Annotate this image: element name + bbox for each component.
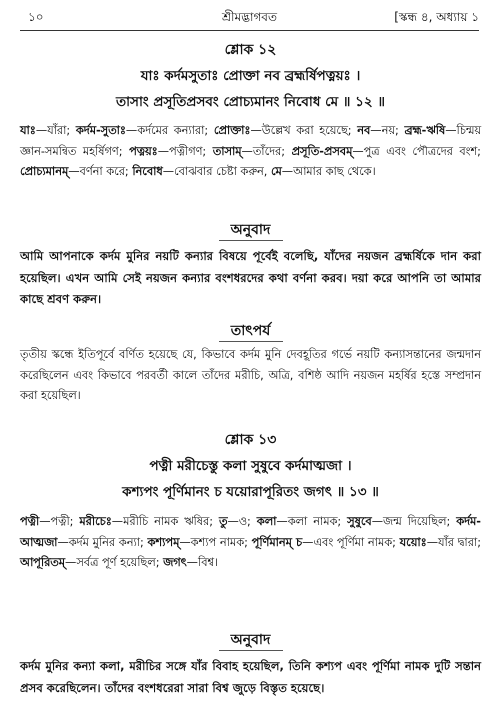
synonym-meaning: —মরীচি নামক ঋষির; (111, 515, 219, 528)
verse-13-heading: শ্লোক ১৩ (224, 432, 277, 448)
verse-13-translation: কর্দম মুনির কন্যা কলা, মরীচির সঙ্গে যাঁর বিবাহ হয়েছিল, তিনি কশ্যপ এবং পূর্ণিমা নামক দুটি সন্তান প্রসব করেছিলেন। তাঁদের বংশধরেরা সারা বিশ্ব জুড়ে বিস্তৃত হয়েছে। (20, 659, 481, 695)
synonym-meaning: —যাঁর দ্বারা; (426, 535, 482, 549)
verse-12-heading: শ্লোক ১২ (224, 42, 277, 58)
verse-13-line-2: কশ্যপং পূর্ণিমানং চ যয়োরাপূরিতং জগৎ ॥ ১৩ ॥ (122, 484, 379, 500)
synonym-meaning: —এবং পূর্ণিমা নামক; (302, 535, 400, 549)
synonym-meaning: —তাঁদের; (241, 144, 292, 158)
heading-underline (219, 240, 283, 241)
synonym-word: কর্দম-আত্মজা (20, 515, 481, 549)
synonym-meaning: —কলা নামক; (276, 515, 348, 528)
synonym-meaning: —সর্বত্র পূর্ণ হয়েছিল; (65, 556, 164, 569)
synonym-meaning: —পুত্র এবং পৌত্রদের বংশ; (352, 144, 481, 158)
synonym-meaning: —বিশ্ব। (186, 556, 218, 569)
synonym-meaning: —উল্লেখ করা হয়েছে; (250, 124, 358, 137)
synonym-meaning: —পত্নী; (39, 515, 80, 528)
synonym-word: মে (270, 165, 282, 178)
verse-13-translation-heading: অনুবাদ (230, 632, 271, 648)
verse-12-translation-heading: অনুবাদ (230, 222, 271, 238)
synonym-meaning: —ও; (227, 515, 257, 528)
synonym-meaning: —বর্ণনা করে; (68, 165, 133, 178)
synonym-word: প্রোক্তাঃ (213, 124, 251, 137)
synonym-word: জগৎ (163, 556, 187, 569)
synonym-word: পত্নয়ঃ (129, 144, 158, 158)
synonym-word: সুষুবে (347, 515, 372, 528)
synonym-word: নিবোধ (132, 165, 163, 178)
synonym-meaning: —পত্নীগণ; (157, 144, 213, 158)
synonym-meaning: —কর্দম মুনির কন্যা; (57, 535, 148, 549)
heading-underline (219, 341, 283, 342)
synonym-meaning: —নয়; (370, 124, 405, 137)
synonym-word: কর্দম-সুতাঃ (75, 124, 126, 137)
synonym-meaning: —বোঝবার চেষ্টা করুন, (162, 165, 271, 178)
synonym-word: প্রসূতি-প্রসবম্ (291, 144, 353, 158)
synonym-word: আপূরিতম্ (20, 556, 66, 569)
synonym-word: নব (357, 124, 371, 137)
heading-underline (219, 650, 283, 651)
verse-12-line-1: যাঃ কর্দমসুতাঃ প্রোক্তা নব ব্রহ্মর্ষিপত্নয়ঃ । (140, 68, 361, 84)
page-number: ১০ (28, 10, 44, 24)
synonym-word: প্রোচ্যমানম্ (20, 165, 69, 178)
verse-12-synonyms (20, 121, 481, 183)
chapter-reference: [স্কন্ধ ৪, অধ্যায় ১ (394, 10, 479, 24)
synonym-word: কলা (256, 515, 277, 528)
verse-12-purport: তৃতীয় স্কন্ধে ইতিপূর্বে বর্ণিত হয়েছে যে, কিভাবে কর্দম মুনি দেবহূতির গর্ভে নয়টি কন্যাসন্তানের জন্মদান করেছিলেন এবং কিভাবে পরবর্তী কালে তাঁদের মরীচি, অত্রি, বশিষ্ঠ আদি নয়জন মহর্ষির হস্তে সম্প্রদান করা হয়েছিল। (20, 348, 481, 402)
verse-12-line-2: তাসাং প্রসূতিপ্রসবং প্রোচ্যমানং নিবোধ মে ॥ ১২ ॥ (116, 94, 385, 110)
synonym-word: পূর্ণিমানম্ চ (251, 535, 303, 549)
header-rule (20, 30, 479, 31)
synonym-meaning: —যাঁরা; (35, 124, 76, 137)
synonym-word: মরীচেঃ (79, 515, 112, 528)
synonym-word: ব্রহ্ম-ঋষি (404, 124, 446, 137)
synonym-word: তাসাম্ (212, 144, 242, 158)
book-title: শ্রীমদ্ভাগবত (221, 10, 277, 24)
synonym-meaning: —কশ্যপ নামক; (179, 535, 252, 549)
synonym-meaning: —চিন্ময় জ্ঞান-সমন্বিত মহর্ষিগণ; (20, 124, 482, 158)
verse-12-purport-heading: তাৎপর্য (230, 323, 271, 339)
verse-12-translation: আমি আপনাকে কর্দম মুনির নয়টি কন্যার বিষয়ে পূর্বেই বলেছি, যাঁদের নয়জন ব্রহ্মর্ষিকে দান করা হয়েছিল। এখন আমি সেই নয়জন কন্যার বংশধরদের কথা বর্ণনা করব। দয়া করে আপনি তা আমার কাছে শ্রবণ করুন। (20, 249, 481, 306)
verse-13-synonyms (20, 512, 481, 574)
synonym-word: তু (218, 515, 228, 528)
synonym-word: যয়োঃ (399, 535, 427, 549)
synonym-meaning: —কর্দমের কন্যারা; (125, 124, 214, 137)
synonym-meaning: —জন্ম দিয়েছিল; (371, 515, 457, 528)
synonym-meaning: —আমার কাছ থেকে। (281, 165, 376, 178)
synonym-word: কশ্যপম্ (147, 535, 180, 549)
verse-13-line-1: পত্নী মরীচেস্তু কলা সুষুবে কর্দমাত্মজা । (149, 458, 352, 474)
synonym-word: পত্নী (20, 515, 40, 528)
page-header (20, 6, 479, 28)
synonym-word: যাঃ (20, 124, 36, 137)
